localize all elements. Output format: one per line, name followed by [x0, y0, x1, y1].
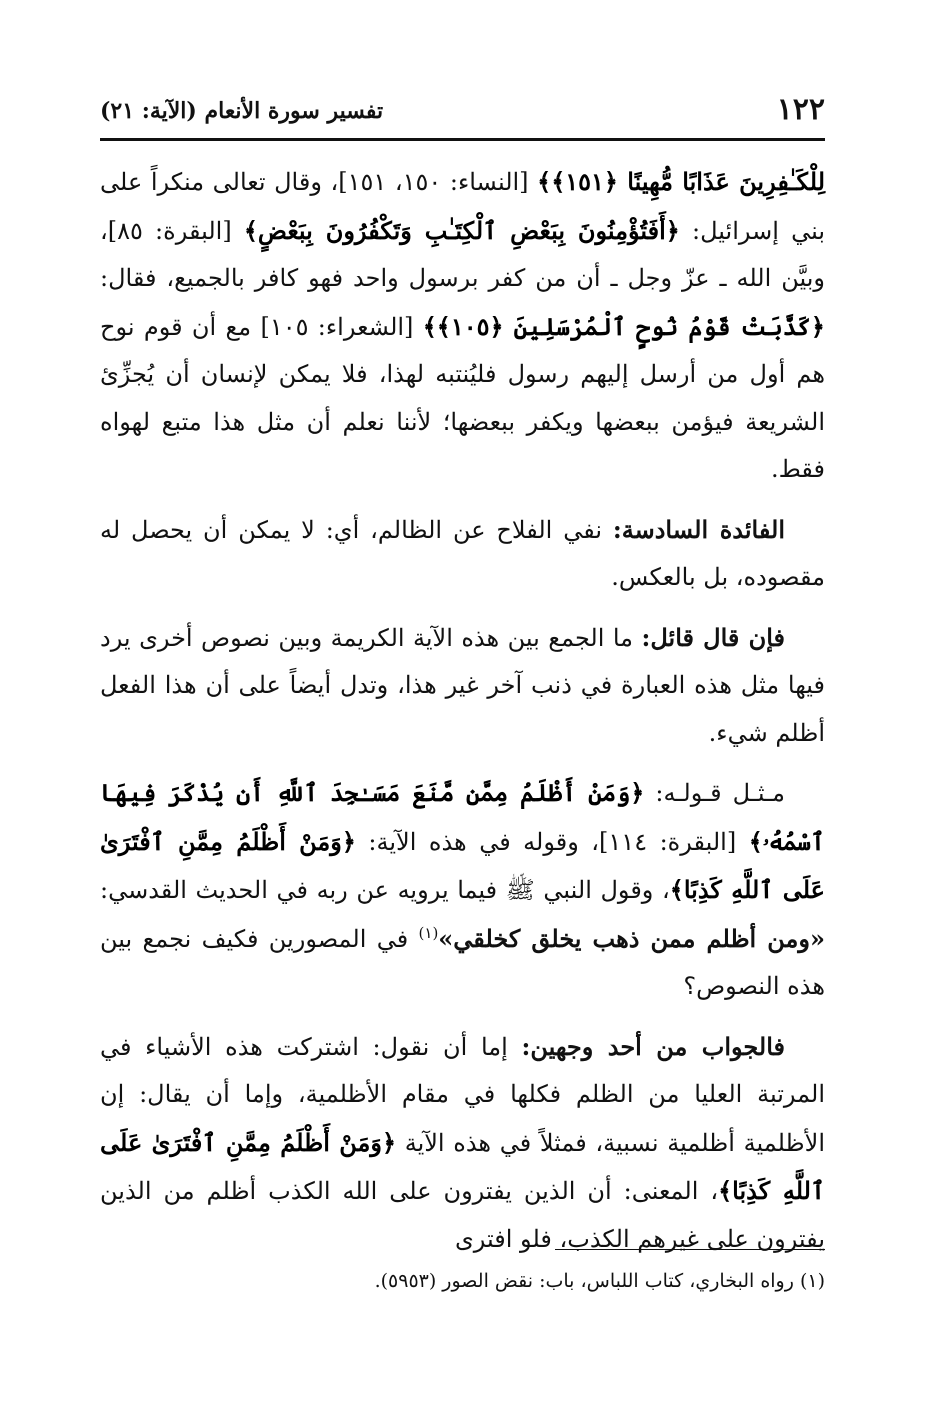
footnote-marker: (١) — [418, 923, 439, 942]
header-rule — [100, 138, 825, 141]
page-number: ١٢٢ — [776, 92, 825, 127]
quran-verse: لِلْكَـٰفِرِينَ عَذَابًا مُّهِينًا ﴿١٥١﴾﴾ — [537, 167, 826, 196]
paragraph-text: ، وقول النبي ﷺ فيما يرويه عن ربه في الحديث القدسي: — [100, 876, 670, 904]
paragraph — [100, 614, 825, 758]
paragraph — [100, 506, 825, 602]
paragraph-text: إما أن نقول: اشتركت هذه الأشياء في المرتبة العليا من الظلم فكلها في مقام الأظلمية، وإما أن يقال: إن الأظلمية أظلمية نسبية، فمثلاً في هذه الآية — [100, 1032, 825, 1157]
paragraph — [100, 158, 825, 494]
quran-verse: ﴿كَذَّبَتْ قَوْمُ نُوحٍ ٱلْمُرْسَلِينَ ﴿١٠٥﴾﴾ — [422, 311, 825, 341]
paragraph-text: [البقرة: ٨٥]، وبيَّن الله ـ عزّ وجل ـ أن من كفر برسول واحد فهو كافر بالجميع، فقال: — [100, 216, 825, 292]
paragraph-text: نفي الفلاح عن الظالم، أي: لا يمكن أن يحصل له مقصوده، بل بالعكس. — [100, 515, 825, 591]
hadith-quote: «ومن أظلم ممن ذهب يخلق كخلقي» — [438, 923, 825, 953]
paragraph-text: مـثـل قـولـه: — [644, 779, 786, 807]
paragraph-text: ، المعنى: أن الذين يفترون على الله الكذب أظلم من الذين يفترون على غيرهم الكذب، فلو افترى — [100, 1177, 825, 1253]
paragraph-text: [الشعراء: ١٠٥] مع أن قوم نوح هم أول من أرسل إليهم رسول فليُنتبه لهذا، فلا يمكن لإنسان أن يُجزِّئ الشريعة فيؤمن ببعضها ويكفر ببعضها؛ لأننا نعلم أن مثل هذا متبع لهواه فقط. — [100, 312, 825, 483]
footnote: (١) رواه البخاري، كتاب اللباس، باب: نقض الصور (٥٩٥٣). — [374, 1270, 825, 1292]
quran-verse: ﴿وَمَنْ أَظْلَمُ مِمَّنِ ٱفْتَرَىٰ عَلَى ٱللَّهِ كَذِبًا﴾ — [100, 1127, 826, 1205]
page-header — [100, 92, 825, 136]
paragraph-text: [النساء: ١٥٠، ١٥١]، وقال تعالى منكراً على بني إسرائيل: — [100, 168, 825, 245]
quran-verse: ﴿وَمَنْ أَظْلَمُ مِمَّن مَّنَعَ مَسَـٰجِدَ ٱللَّهِ أَن يُذْكَرَ فِيهَا ٱسْمُهُۥ﴾ — [100, 778, 825, 856]
paragraph-text: [البقرة: ١١٤]، وقوله في هذه الآية: — [355, 827, 749, 856]
bold-lead-phrase: فإن قال قائل: — [641, 622, 785, 652]
quran-verse: ﴿وَمَنْ أَظْلَمُ مِمَّنِ ٱفْتَرَىٰ عَلَى ٱللَّهِ كَذِبًا﴾ — [100, 826, 826, 904]
bold-lead-phrase: الفائدة السادسة: — [612, 514, 785, 544]
running-title: تفسير سورة الأنعام (الآية: ٢١) — [100, 98, 384, 124]
paragraph-text: في المصورين فكيف نجمع بين هذه النصوص؟ — [100, 924, 825, 1000]
quran-verse: ﴿أَفَتُؤْمِنُونَ بِبَعْضِ ٱلْكِتَـٰبِ وَتَكْفُرُونَ بِبَعْضٍ﴾ — [243, 215, 680, 245]
paragraph-text: ما الجمع بين هذه الآية الكريمة وبين نصوص أخرى يرد فيها مثل هذه العبارة في ذنب آخر غير هذا، وتدل أيضاً على أن هذا الفعل أظلم شيء. — [100, 623, 825, 747]
paragraph — [100, 1023, 825, 1264]
paragraph — [100, 769, 825, 1011]
body-text — [100, 158, 825, 1275]
bold-lead-phrase: فالجواب من أحد وجهين: — [521, 1031, 786, 1061]
footnote-separator — [555, 1249, 825, 1250]
